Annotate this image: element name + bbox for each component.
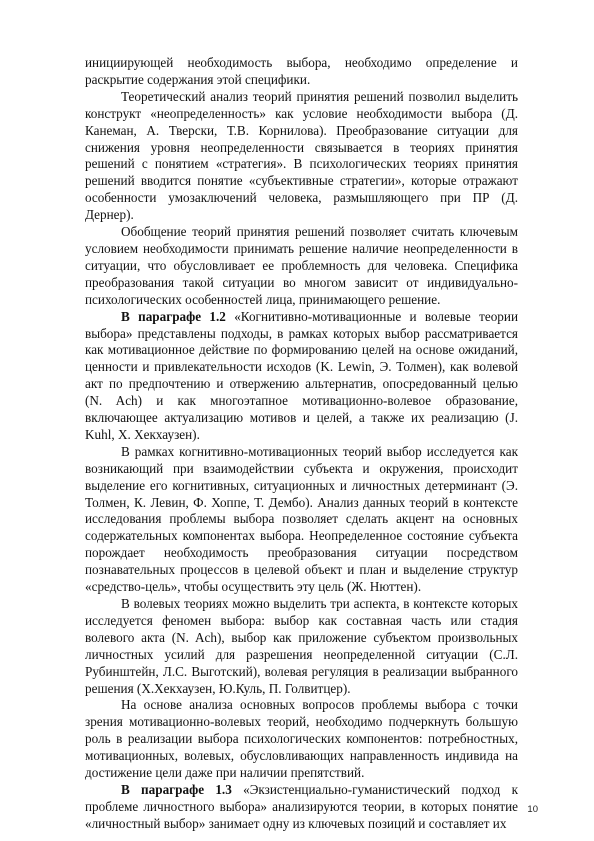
paragraph-5-text: В рамках когнитивно-мотивационных теорий выбор исследуется как возникающий при взаимодействии субъекта и окружения, происходит выделение его когнитивных, ситуационных и личностных детерминант (Э. Толмен, К. Левин, Ф. Хоппе, Т. Дембо). Анализ данных теорий в контексте исследования проблемы выбора позволяет сделать акцент на основных содержательных компонентах выбора. Неопределенное состояние субъекта порождает необходимость преобразования ситуации посредством познавательных процессов в целевой объект и план и выделение структур «средство-цель», чтобы осуществить эту цель (Ж. Нюттен). bbox=[85, 443, 518, 595]
paragraph-3 bbox=[85, 224, 518, 309]
paragraph-1 bbox=[85, 55, 518, 89]
paragraph-4-bold: В параграфе 1.2 bbox=[121, 308, 226, 324]
paragraph-1-text: инициирующей необходимость выбора, необходимо определение и раскрытие содержания этой специфики. bbox=[85, 55, 518, 87]
paragraph-6-text: В волевых теориях можно выделить три аспекта, в контексте которых исследуется феномен выбора: выбор как составная часть или стадия волевого акта (N. Ach), выбор как приложение субъектом произвольных личностных усилий для разрешения неопределенной ситуации (С.Л. Рубинштейн, Л.С. Выготский), волевая регуляция в реализации выбранного решения (Х.Хекхаузен, Ю.Куль, П. Голвитцер). bbox=[85, 596, 518, 696]
paragraph-2 bbox=[85, 89, 518, 224]
document-body bbox=[85, 55, 518, 833]
paragraph-5 bbox=[85, 444, 518, 596]
page-number: 10 bbox=[527, 804, 538, 815]
paragraph-8 bbox=[85, 782, 518, 833]
paragraph-7-text: На основе анализа основных вопросов проблемы выбора с точки зрения мотивационно-волевых теорий, необходимо подчеркнуть большую роль в реализации выбора психологических компонентов: потребностных, мотивационных, волевых, обусловливающих направленность индивида на достижение цели даже при наличии препятствий. bbox=[85, 697, 518, 781]
paragraph-7 bbox=[85, 697, 518, 782]
paragraph-6 bbox=[85, 596, 518, 697]
paragraph-4-text: «Когнитивно-мотивационные и волевые теории выбора» представлены подходы, в рамках которых выбор рассматривается как мотивационное действие по формированию целей на основе ожиданий, ценности и привлекательности исходов (K. Lewin, Э. Толмен), как волевой акт по предпочтению и отвержению альтернатив, опосредованный целью (N. Ach) и как многоэтапное мотивационно-волевое образование, включающее актуализацию мотивов и целей, а также их реализацию (J. Kuhl, Х. Хекхаузен). bbox=[85, 308, 518, 442]
paragraph-4 bbox=[85, 309, 518, 444]
paragraph-8-text: «Экзистенциально-гуманистический подход к проблеме личностного выбора» анализируются теории, в которых понятие «личностный выбор» занимает одну из ключевых позиций и составляет их bbox=[85, 781, 518, 831]
paragraph-8-bold: В параграфе 1.3 bbox=[121, 781, 232, 797]
paragraph-3-text: Обобщение теорий принятия решений позволяет считать ключевым условием необходимости принимать решение наличие неопределенности в ситуации, что обусловливает ее проблемность для человека. Специфика преобразования такой ситуации во многом зависит от индивидуально-психологических особенностей лица, принимающего решение. bbox=[85, 224, 518, 307]
paragraph-2-text: Теоретический анализ теорий принятия решений позволил выделить конструкт «неопределенность» как условие необходимости выбора (Д. Канеман, А. Тверски, Т.В. Корнилова). Преобразование ситуации для снижения уровня неопределенности связывается в теориях принятия решений с понятием «стратегия». В психологических теориях принятия решений вводится понятие «субъективные стратегии», которые отражают особенности умозаключений человека, размышляющего при ПР (Д. Дернер). bbox=[85, 88, 518, 223]
